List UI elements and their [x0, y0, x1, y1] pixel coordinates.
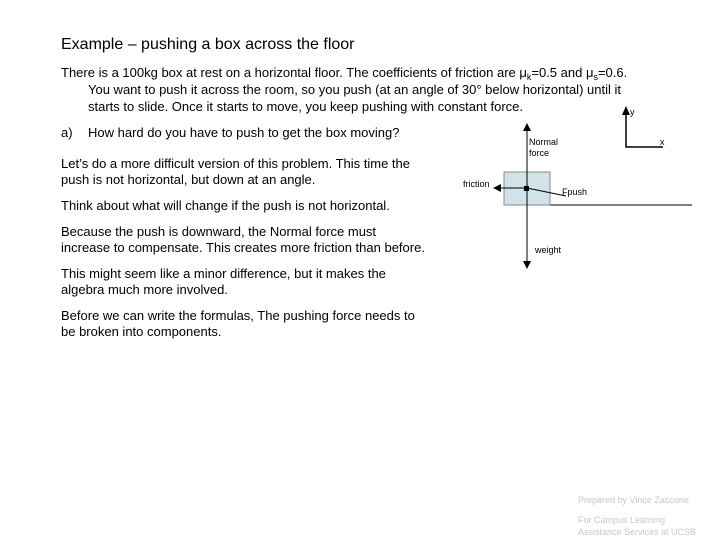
paragraph-1: Let’s do a more difficult version of this problem. This time the push is not horizontal, but down at an angle.	[61, 156, 411, 187]
weight-label: weight	[535, 245, 562, 255]
normal-force-label: Normal force	[529, 137, 559, 158]
intro-line-2: You want to push it across the room, so you push (at an angle of 30° below horizontal) until it	[88, 82, 621, 97]
paragraph-3: Because the push is downward, the Normal force must increase to compensate. This creates more friction than before.	[61, 224, 425, 255]
friction-label: friction	[463, 179, 490, 189]
axis-y-label: y	[630, 107, 635, 117]
axis-x-label: x	[660, 137, 665, 147]
footer-org: For Campus Learning Assistance Services at UCSB	[578, 515, 697, 537]
intro-line-3: starts to slide. Once it starts to move, you keep pushing with constant force.	[88, 99, 523, 114]
paragraph-2: Think about what will change if the push is not horizontal.	[61, 198, 390, 213]
question-a-marker: a)	[61, 125, 73, 140]
footer-credit: Prepared by Vince Zaccone	[578, 495, 689, 505]
y-axis-arrowhead	[622, 106, 630, 115]
intro-line-1: There is a 100kg box at rest on a horizontal floor. The coefficients of friction are $\mu_k=0.5$ and $\mu_s=0.6$.	[61, 65, 628, 82]
paragraph-4: This might seem like a minor difference, but it makes the algebra much more involved.	[61, 266, 386, 297]
question-a-text: How hard do you have to push to get the box moving?	[88, 125, 400, 140]
paragraph-5: Before we can write the formulas, The pushing force needs to be broken into components.	[61, 308, 415, 339]
slide-title: Example – pushing a box across the floor	[61, 36, 355, 53]
push-force-label: Fpush	[562, 187, 588, 197]
